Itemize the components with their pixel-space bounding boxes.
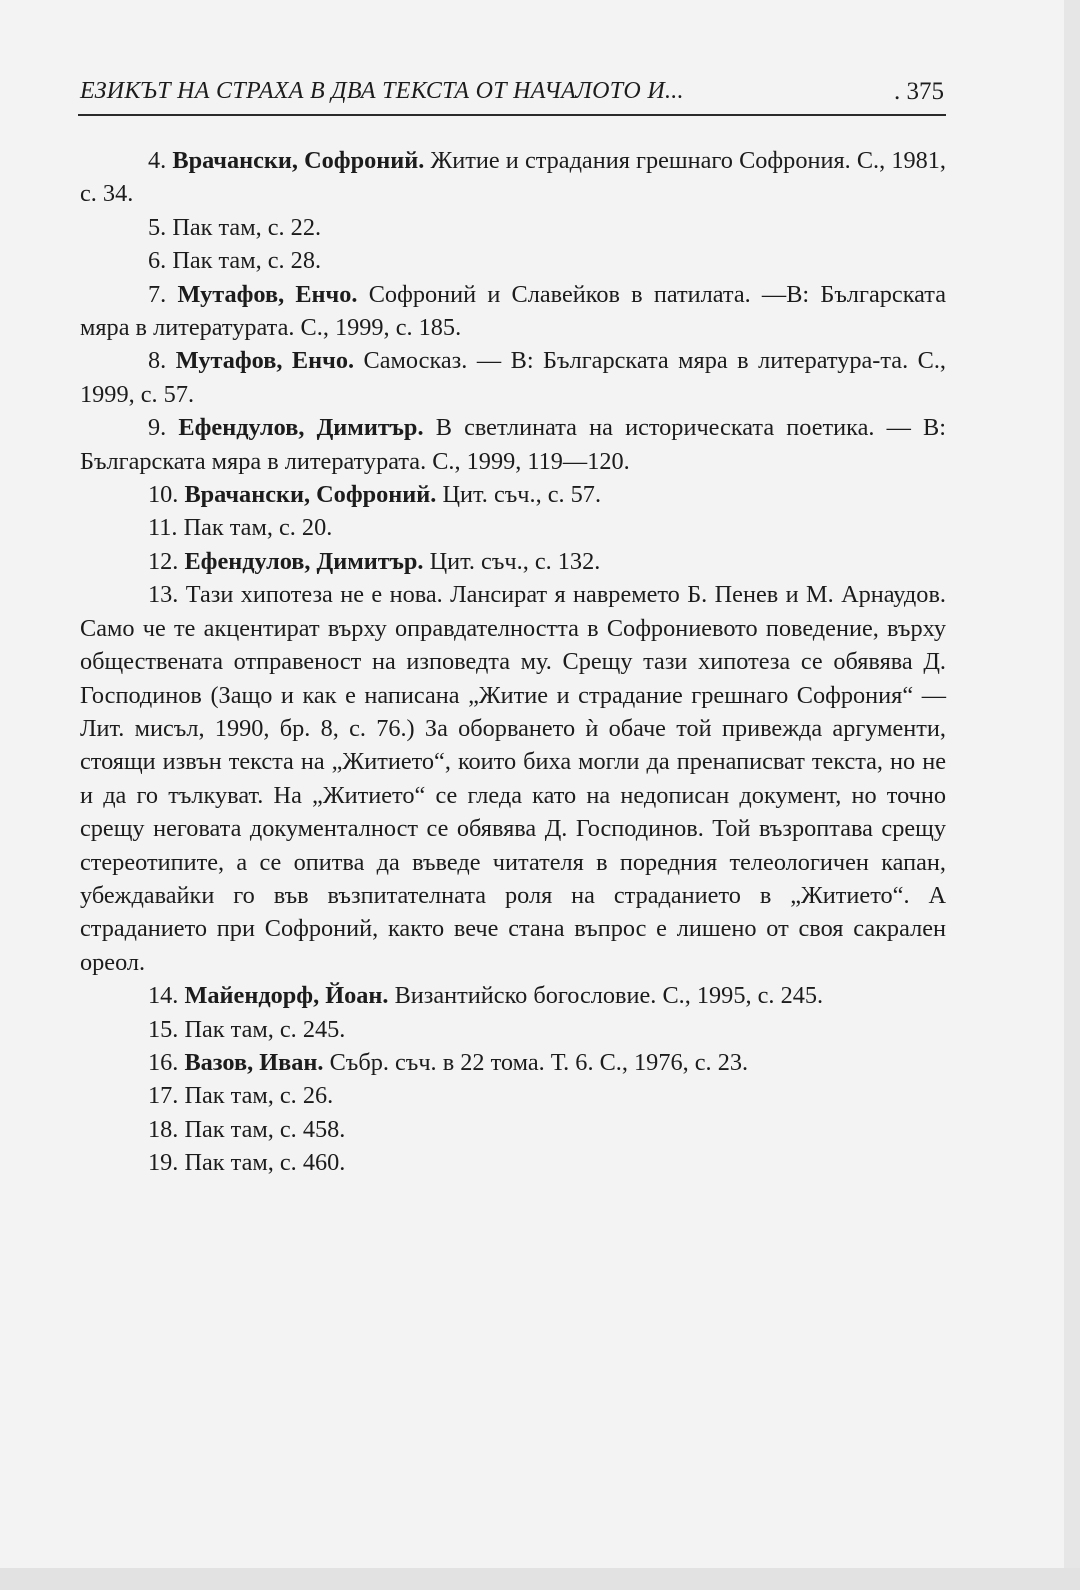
note-number: 11. <box>148 514 178 542</box>
note-number: 14. <box>148 982 179 1010</box>
note-text: Самосказ. — В: Българската мяра в литература-та. С., 1999, с. 57. <box>80 347 947 408</box>
endnote-18 <box>80 1113 946 1146</box>
endnote-5 <box>80 211 946 244</box>
note-author: Мутафов, Енчо. <box>175 347 355 375</box>
note-author: Ефендулов, Димитър. <box>184 547 424 575</box>
scan-bottom-band <box>0 1568 1080 1590</box>
note-number: 16. <box>148 1048 179 1076</box>
note-text: Пак там, с. 458. <box>184 1115 346 1143</box>
note-number: 17. <box>148 1082 179 1110</box>
note-author: Вазов, Иван. <box>184 1048 324 1076</box>
note-text: Пак там, с. 245. <box>184 1015 346 1043</box>
endnote-15 <box>80 1013 946 1046</box>
header-rule <box>78 114 946 116</box>
note-text: Цит. съч., с. 132. <box>429 547 601 575</box>
note-text: В светлината на историческата поетика. — В: Българската мяра в литературата. С., 1999, 119—120. <box>80 414 947 475</box>
note-number: 18. <box>148 1115 179 1143</box>
note-number: 5. <box>148 213 167 241</box>
endnotes-list <box>80 144 946 1180</box>
note-number: 9. <box>148 414 167 442</box>
endnote-17 <box>80 1079 946 1112</box>
note-author: Мутафов, Енчо. <box>177 280 358 308</box>
note-number: 13. <box>148 581 179 609</box>
note-author: Майендорф, Йоан. <box>184 982 389 1010</box>
endnote-16 <box>80 1046 946 1079</box>
note-number: 8. <box>148 347 167 375</box>
note-text: Събр. съч. в 22 тома. Т. 6. С., 1976, с. 23. <box>329 1048 749 1076</box>
running-title: ЕЗИКЪТ НА СТРАХА В ДВА ТЕКСТА ОТ НАЧАЛОТО И... <box>80 78 684 104</box>
note-text: Житие и страдания грешнаго Софрония. С., 1981, с. 34. <box>80 147 947 208</box>
note-number: 15. <box>148 1015 179 1043</box>
note-text: Тази хипотеза не е нова. Лансират я навремето Б. Пенев и М. Арнаудов. Само че те акцентират върху оправдателността в Софрониевото поведение, върху обществената отправеност на изповедта му. Срещу тази хипотеза се обявява Д. Господинов (Защо и как е написана „Житие и страдание грешнаго Софрония“ — Лит. мисъл, 1990, бр. 8, с. 76.) За оборването ѝ обаче той привежда аргументи, стоящи извън текста на „Житието“, които биха могли да пренаписват текста, но не и да го тълкуват. На „Житието“ се гледа като на недописан документ, но точно срещу неговата документалност се обявява Д. Господинов. Той възроптава срещу стереотипите, а се опитва да въведе читателя в поредния телеологичен капан, убеждавайки го във възпитателната роля на страданието в „Житието“. А страданието при Софроний, както вече стана въпрос е лишено от своя сакрален ореол. <box>80 581 946 976</box>
page-number: . 375 <box>894 78 944 105</box>
endnote-9 <box>80 411 946 478</box>
endnote-4 <box>80 144 946 211</box>
note-number: 19. <box>148 1149 179 1177</box>
note-number: 12. <box>148 547 179 575</box>
note-text: Пак там, с. 20. <box>183 514 333 542</box>
note-author: Врачански, Софроний. <box>184 481 437 509</box>
endnote-11 <box>80 511 946 544</box>
note-number: 10. <box>148 481 179 509</box>
note-text: Пак там, с. 460. <box>184 1149 346 1177</box>
note-text: Пак там, с. 22. <box>172 213 322 241</box>
note-author: Врачански, Софроний. <box>172 147 425 174</box>
endnote-7 <box>80 278 946 345</box>
note-number: 4. <box>148 147 167 174</box>
endnote-14 <box>80 979 946 1012</box>
note-number: 7. <box>148 280 167 308</box>
note-author: Ефендулов, Димитър. <box>178 414 424 442</box>
note-text: Софроний и Славейков в патилата. —В: Българската мяра в литературата. С., 1999, с. 185. <box>80 280 946 342</box>
endnote-13 <box>80 578 946 979</box>
note-text: Византийско богословие. С., 1995, с. 245. <box>394 982 824 1010</box>
note-text: Пак там, с. 26. <box>184 1082 334 1110</box>
scan-right-edge <box>1064 0 1080 1590</box>
endnote-10 <box>80 478 946 511</box>
note-text: Пак там, с. 28. <box>172 247 322 275</box>
endnote-8 <box>80 344 946 411</box>
endnote-12 <box>80 545 946 578</box>
endnote-6 <box>80 244 946 277</box>
endnote-19 <box>80 1146 946 1179</box>
page-header <box>80 78 946 114</box>
note-number: 6. <box>148 247 167 275</box>
note-text: Цит. съч., с. 57. <box>442 481 602 509</box>
